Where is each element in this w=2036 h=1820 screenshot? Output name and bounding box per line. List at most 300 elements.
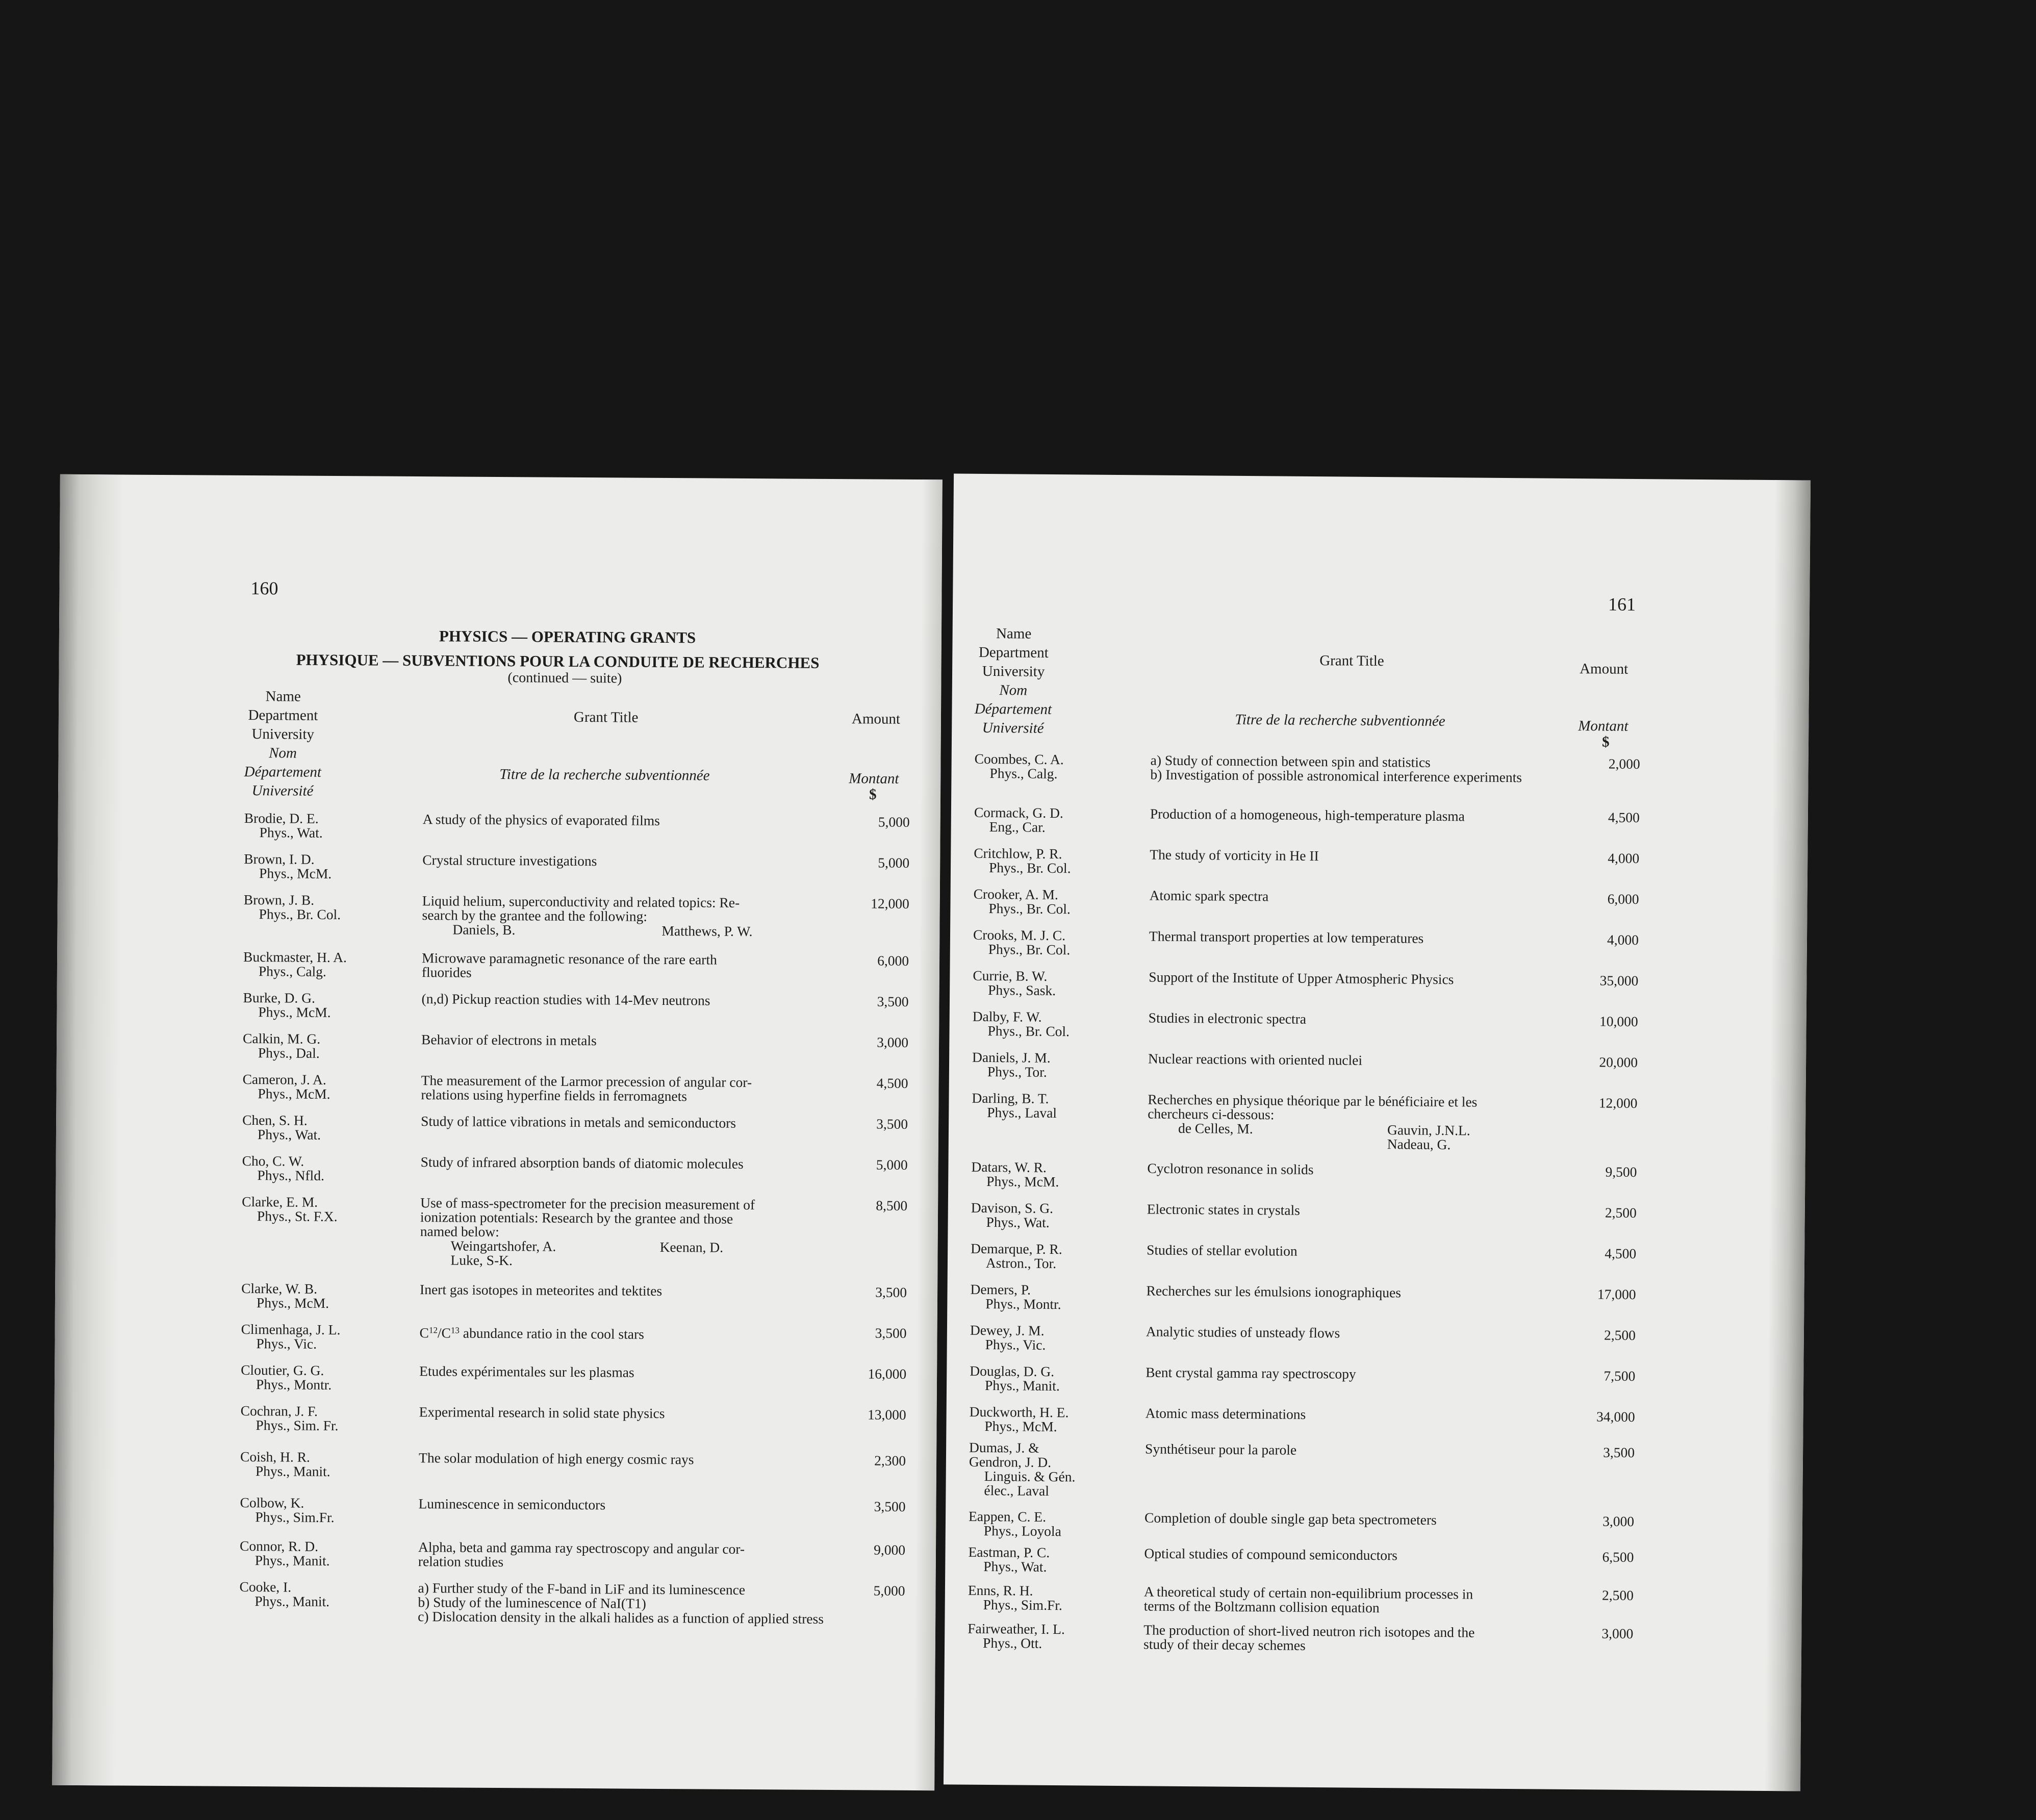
grant-title-line: Studies in electronic spectra [1148,1009,1307,1027]
grantee-department: Phys., Dal. [258,1045,320,1061]
grant-title-cell [1147,1161,1573,1179]
grantee-department: Phys., Wat. [259,824,323,841]
grant-title-line: Luminescence in semiconductors [418,1496,606,1513]
grant-amount: 3,500 [877,993,909,1009]
grantee-cell [971,1160,1059,1189]
grant-title-cell [1150,806,1576,824]
header-dollar: $ [869,786,877,803]
grantee-department: Phys., Manit. [255,1463,330,1480]
grant-title-cell [420,1282,848,1299]
grant-row [972,1008,1646,1040]
grantee-name: Burke, D. G. [243,989,316,1006]
co-researcher: Weingartshofer, A. [450,1237,556,1254]
grant-title-cell [420,1323,848,1343]
page-number: 160 [250,578,278,599]
grant-amount: 2,300 [874,1452,906,1469]
grant-amount: 4,500 [876,1075,908,1091]
grant-title-line: Microwave paramagnetic resonance of the rare earth [421,950,717,968]
grant-amount: 2,500 [1604,1327,1636,1343]
grant-title-line: Etudes expérimentales sur les plasmas [419,1363,634,1380]
grant-amount: 3,000 [1601,1625,1634,1641]
co-researcher: Matthews, P. W. [661,922,753,940]
grantee-department: Phys., Montr. [985,1295,1061,1312]
grantee-department: Phys., Sim. Fr. [256,1417,339,1434]
page-subtitle: PHYSIQUE — SUBVENTIONS POUR LA CONDUITE DE RECHERCHES [296,650,820,672]
grant-row [974,750,1648,786]
grantee-department: Phys., Nfld. [257,1167,324,1183]
grant-row [974,804,1647,835]
grantee-department: Phys., Sask. [988,982,1056,999]
page-number: 161 [1608,594,1636,615]
grantee-department: Phys., Br. Col. [987,1022,1070,1040]
grantee-name: Davison, S. G. [971,1199,1054,1217]
page-title: PHYSICS — OPERATING GRANTS [439,627,696,647]
grantee-name: Calkin, M. G. [243,1030,321,1047]
continued-note: (continued — suite) [507,670,622,687]
grant-title-line: A theoretical study of certain non-equilibrium processes in [1143,1583,1473,1602]
grant-title-line: Behavior of electrons in metals [421,1031,597,1049]
grant-title-line: Study of lattice vibrations in metals and semiconductors [421,1113,736,1131]
grant-amount: 6,000 [1607,891,1639,907]
grant-row [972,1049,1645,1080]
grant-title-line: Completion of double single gap beta spectrometers [1144,1509,1437,1528]
grant-row [973,926,1646,958]
grantee-cell [239,1580,329,1609]
grantee-cell [968,1545,1050,1574]
isotope-superscript: 12 [428,1325,438,1335]
grant-row [971,1240,1644,1272]
grant-title-line: named below: [420,1223,499,1240]
grant-row [970,1362,1643,1394]
grantee-department: Phys., Br. Col. [988,860,1071,876]
grantee-name: Douglas, D. G. [970,1362,1055,1380]
grant-title-line: chercheurs ci-dessous: [1148,1105,1275,1123]
grant-title-line: Experimental research in solid state physics [419,1404,665,1422]
grantee-name: Brodie, D. E. [244,810,319,826]
grantee-cell [974,846,1071,875]
co-researcher: de Celles, M. [1178,1120,1253,1137]
grantee-cell [970,1364,1060,1393]
grantee-department: Phys., Br. Col. [988,900,1071,917]
grant-title-cell [1148,1051,1574,1069]
grant-row [971,1158,1645,1190]
header-amount: Amount [851,711,901,727]
grant-title-line: Electronic states in crystals [1147,1201,1301,1218]
grant-title-line: Use of mass-spectrometer for the precision measurement of [420,1195,755,1213]
grantee-department: Phys., McM. [256,1295,329,1311]
grant-title-cell [419,1451,847,1468]
grant-title-cell [1150,753,1576,785]
grantee-department: Eng., Car. [989,819,1046,835]
grant-amount: 20,000 [1599,1054,1638,1071]
header-departement: Département [244,763,322,780]
grantee-cell [969,1405,1068,1434]
co-researcher: Daniels, B. [452,921,516,938]
grant-row [972,1090,1645,1153]
grantee-name: Daniels, J. M. [972,1049,1051,1066]
grantee-department: Phys., McM. [258,1004,331,1021]
co-researcher-line [420,1253,848,1270]
grantee-cell [969,1440,1076,1499]
grantee-cell [969,1509,1061,1538]
grant-amount: 4,500 [1608,809,1640,826]
grant-title-line: ionization potentials: Research by the grantee and those [420,1209,733,1227]
grant-title-cell [419,1364,848,1381]
grant-amount: 2,000 [1608,755,1640,772]
grantee-department: élec., Laval [984,1482,1050,1499]
grant-title-line: Study of infrared absorption bands of diatomic molecules [420,1154,744,1172]
header-university: University [982,663,1045,680]
grant-list-right [966,474,1691,1790]
grant-amount: 3,500 [875,1325,907,1341]
grantee-name: Clarke, E. M. [242,1193,318,1210]
grant-row [973,886,1647,917]
grant-title-line: Nuclear reactions with oriented nuclei [1148,1050,1363,1068]
grantee-cell [243,950,347,979]
grant-title-cell [421,1073,849,1104]
grant-amount: 3,500 [1603,1444,1635,1460]
grant-title-cell [421,1114,849,1131]
grant-title-line: search by the grantee and the following: [422,907,648,924]
grant-title-cell [1144,1546,1570,1564]
header-university: University [251,726,315,743]
grant-title-line: The measurement of the Larmor precession of angular cor- [421,1072,752,1091]
grant-title-line: study of their decay schemes [1143,1636,1306,1653]
grant-title-cell [1146,1324,1572,1342]
grantee-department: Gendron, J. D. [969,1453,1052,1471]
grantee-cell [970,1282,1061,1311]
grant-title-line: Recherches sur les émulsions ionographiques [1146,1282,1402,1301]
header-titre: Titre de la recherche subventionnée [499,766,710,784]
grant-title-text: abundance ratio in the cool stars [459,1325,644,1342]
grant-row [240,1494,913,1526]
grantee-cell [244,893,341,922]
grant-amount: 12,000 [871,895,909,912]
grant-amount: 6,000 [877,952,909,969]
grant-title-cell [422,951,850,982]
grantee-name: Chen, S. H. [242,1111,308,1128]
grantee-cell [972,1050,1051,1079]
grantee-department: Phys., Calg. [258,963,326,979]
grant-row [968,1620,1641,1653]
grantee-cell [240,1404,338,1433]
grant-title-cell [421,1155,849,1172]
grant-title-line: Recherches en physique théorique par le bénéficiaire et les [1148,1091,1478,1110]
grantee-department: Phys., Br. Col. [988,941,1071,958]
grantee-department: Phys., Tor. [987,1063,1047,1080]
grantee-department: Phys., Vic. [985,1336,1046,1353]
grant-row [968,1544,1642,1575]
header-department: Department [248,707,318,724]
grantee-department: Phys., Montr. [256,1376,332,1393]
grant-list-left [238,475,943,1790]
grant-row [239,1537,913,1570]
header-department: Department [978,644,1049,661]
co-researcher: Luke, S-K. [450,1252,513,1269]
grantee-department: Phys., Manit. [984,1377,1060,1394]
grantee-name: Coombes, C. A. [974,750,1064,768]
grantee-name: Demarque, P. R. [971,1240,1062,1257]
right-page [944,473,1811,1791]
grant-amount: 9,000 [874,1541,906,1558]
grantee-cell [243,991,330,1020]
grantee-department: Phys., Laval [987,1104,1057,1121]
grantee-department: Phys., McM. [984,1418,1057,1435]
grantee-name: Dumas, J. & [969,1439,1039,1456]
grantee-name: Cloutier, G. G. [241,1361,324,1378]
grant-title-cell [422,992,850,1008]
grant-title-line: Bent crystal gamma ray spectroscopy [1146,1364,1356,1382]
grant-title-line: relations using hyperfine fields in ferromagnets [421,1086,688,1104]
grantee-name: Cameron, J. A. [242,1071,326,1088]
grantee-name: Connor, R. D. [239,1537,319,1554]
grant-title-cell [1145,1442,1571,1459]
grant-title-line: Optical studies of compound semiconductors [1144,1545,1398,1563]
grant-title-line: Cyclotron resonance in solids [1147,1160,1314,1178]
grantee-department: Phys., St. F.X. [257,1208,338,1225]
grant-title-line: relation studies [418,1553,504,1570]
grantee-department: Phys., Wat. [983,1558,1047,1575]
grant-title-cell [422,894,850,939]
co-researcher: Keenan, D. [659,1238,724,1255]
grant-title-cell [419,1405,848,1422]
grant-row [968,1508,1642,1539]
grant-title-line [420,1323,848,1343]
grantee-department: Phys., Manit. [254,1593,330,1610]
grant-row [243,989,917,1021]
grant-subtitle-item: c) Dislocation density in the alkali halides as a function of applied stress [418,1608,824,1627]
grant-title-cell [1147,1243,1572,1260]
grantee-name: Cooke, I. [239,1578,292,1595]
grant-amount: 5,000 [873,1582,905,1599]
grantee-department: Astron., Tor. [985,1254,1057,1272]
grant-title-line: Production of a homogeneous, high-temperature plasma [1150,805,1465,824]
grant-title-line: Support of the Institute of Upper Atmospheric Physics [1149,969,1454,988]
grant-title-cell [1147,1202,1573,1220]
grant-subtitle-item: a) Further study of the F-band in LiF and its luminescence [418,1580,746,1598]
grant-title-cell [1144,1584,1570,1616]
grantee-cell [241,1281,329,1310]
grantee-cell [973,887,1071,916]
grant-row [242,1111,915,1143]
grantee-cell [242,1113,321,1142]
grant-amount: 12,000 [1598,1095,1638,1111]
grant-row [974,845,1647,876]
grant-row [242,1071,916,1104]
header-montant: Montant [849,770,899,787]
grant-row [242,1152,915,1183]
grantee-name: Datars, W. R. [971,1158,1047,1175]
grant-title-cell [1146,1406,1571,1424]
grant-amount: 35,000 [1599,972,1639,989]
grantee-cell [241,1322,340,1351]
header-dollar: $ [1601,734,1610,750]
grantee-cell [968,1583,1063,1612]
grantee-cell [241,1363,332,1392]
grantee-department: Phys., Sim.Fr. [983,1596,1062,1613]
grant-title-cell [421,1032,850,1049]
grant-amount: 34,000 [1596,1408,1635,1425]
grant-row [971,1199,1644,1230]
grant-title-cell [1146,1365,1571,1383]
grant-title-line: terms of the Boltzmann collision equation [1143,1598,1380,1616]
co-researcher-line [1148,1135,1573,1153]
grantee-name: Brown, J. B. [243,891,315,908]
grantee-department: Phys., McM. [259,865,332,882]
grantee-name: Dalby, F. W. [972,1008,1042,1025]
grant-title-line: Atomic spark spectra [1149,887,1269,904]
header-titre: Titre de la recherche subventionnée [1235,711,1445,730]
grantee-cell [242,1154,324,1183]
grantee-cell [242,1072,330,1101]
grantee-name: Cho, C. W. [242,1152,304,1169]
co-researcher: Gauvin, J.N.L. [1387,1122,1470,1139]
header-universite: Université [982,719,1044,737]
grant-title-cell [1149,1010,1574,1028]
grant-title-cell [1150,888,1575,906]
grantee-name: Enns, R. H. [968,1582,1033,1599]
left-page [52,474,943,1791]
grant-amount: 2,500 [1601,1587,1634,1603]
grantee-name: Coish, H. R. [240,1448,310,1465]
grant-amount: 10,000 [1599,1013,1638,1030]
grant-row [973,967,1646,999]
grant-row [239,1578,913,1627]
grantee-name: Fairweather, I. L. [968,1620,1065,1637]
grantee-cell [244,852,332,881]
grantee-name: Dewey, J. M. [970,1322,1045,1338]
header-amount: Amount [1580,661,1628,677]
grant-title-cell [423,812,851,829]
grant-title-text: /C [437,1325,451,1341]
header-grant-title: Grant Title [573,709,639,726]
page-edge-shadow [1765,480,1811,1791]
grant-amount: 5,000 [876,1156,908,1173]
grant-amount: 2,500 [1605,1204,1637,1221]
grant-title-cell [1149,929,1575,947]
grantee-cell [244,811,322,840]
grant-row [240,1402,914,1434]
grantee-name: Crooks, M. J. C. [973,926,1066,944]
grant-amount: 4,000 [1608,850,1640,867]
grantee-cell [974,805,1063,835]
grant-title-cell [1148,1092,1574,1153]
grant-amount: 3,000 [1602,1513,1635,1529]
grantee-name: Brown, I. D. [244,850,315,867]
grantee-cell [971,1242,1062,1271]
grantee-department: Phys., McM. [986,1173,1059,1190]
grant-title-text: C [419,1325,429,1341]
grant-row [242,1193,915,1269]
grant-row [970,1281,1644,1312]
grantee-department: Phys., Ott. [982,1634,1042,1651]
grant-title-line: Thermal transport properties at low temperatures [1149,928,1424,946]
grantee-department: Phys., Wat. [257,1126,321,1143]
grant-amount: 16,000 [868,1366,907,1382]
grant-title-line: The study of vorticity in He II [1150,846,1319,864]
header-departement: Département [974,700,1052,718]
grant-subtitle-item: b) Study of the luminescence of NaI(T1) [418,1594,646,1611]
grantee-department: Phys., Br. Col. [259,906,341,923]
grant-row [240,1448,913,1480]
grantee-name: Darling, B. T. [972,1090,1049,1106]
grantee-name: Clarke, W. B. [241,1280,318,1297]
grantee-cell [973,969,1056,998]
grant-subtitle-item: b) Investigation of possible astronomical interference experiments [1150,766,1522,786]
grant-row [243,1030,916,1061]
grant-title-line: The solar modulation of high energy cosmic rays [419,1450,694,1468]
grant-amount: 13,000 [867,1406,906,1423]
grant-title-cell [1144,1510,1570,1528]
co-researcher: Nadeau, G. [1387,1136,1451,1153]
grant-amount: 4,000 [1607,931,1639,948]
grant-row [969,1439,1642,1499]
grant-title-cell [1146,1283,1572,1301]
header-name: Name [996,625,1032,642]
header-montant: Montant [1578,718,1628,735]
grant-title-cell [418,1540,847,1571]
grantee-cell [243,1031,320,1060]
grantee-name: Cochran, J. F. [240,1402,318,1419]
grantee-cell [973,928,1071,957]
grantee-department: Phys., Calg. [989,765,1058,782]
grantee-name: Eastman, P. C. [968,1544,1050,1560]
header-name: Name [265,688,301,705]
grant-title-cell [420,1196,849,1270]
header-nom: Nom [999,682,1028,699]
co-researcher-line [422,922,850,939]
grantee-department: Phys., Manit. [254,1552,330,1569]
grantee-name: Buckmaster, H. A. [243,948,347,966]
grant-amount: 3,500 [875,1284,907,1300]
isotope-superscript: 13 [450,1325,460,1335]
page-edge-shadow [52,474,124,1786]
grant-row [968,1582,1641,1616]
grant-amount: 6,500 [1602,1549,1634,1565]
grant-row [241,1361,914,1393]
grantee-name: Cormack, G. D. [974,804,1063,821]
grant-title-line: Studies of stellar evolution [1147,1242,1297,1259]
grantee-department: Linguis. & Gén. [984,1468,1076,1485]
grant-title-line: Atomic mass determinations [1145,1405,1306,1422]
grantee-name: Critchlow, P. R. [974,845,1062,862]
grant-title-line: fluorides [421,964,472,980]
grant-amount: 17,000 [1597,1286,1636,1302]
grant-row [970,1322,1643,1353]
grant-title-cell [1149,970,1574,988]
grant-title-line: Crystal structure investigations [422,852,597,869]
grantee-department: Phys., Wat. [986,1214,1050,1230]
grantee-department: Phys., Sim.Fr. [255,1509,335,1526]
grantee-cell [242,1195,338,1224]
grant-row [241,1280,914,1311]
grantee-cell [240,1496,334,1525]
grantee-cell [240,1539,330,1568]
grant-title-line: Analytic studies of unsteady flows [1146,1323,1340,1341]
grant-row [241,1321,914,1352]
grantee-name: Colbow, K. [240,1494,304,1511]
grant-title-line: Synthétiseur pour la parole [1144,1440,1297,1458]
grant-amount: 8,500 [876,1197,908,1214]
grant-amount: 4,500 [1605,1245,1637,1261]
grant-row [243,891,917,940]
grant-title-cell [418,1497,847,1513]
grant-row [244,810,918,841]
grant-title-cell [422,853,851,870]
grantee-cell [972,1091,1057,1120]
grant-amount: 3,500 [876,1116,908,1132]
grant-row [243,948,917,980]
